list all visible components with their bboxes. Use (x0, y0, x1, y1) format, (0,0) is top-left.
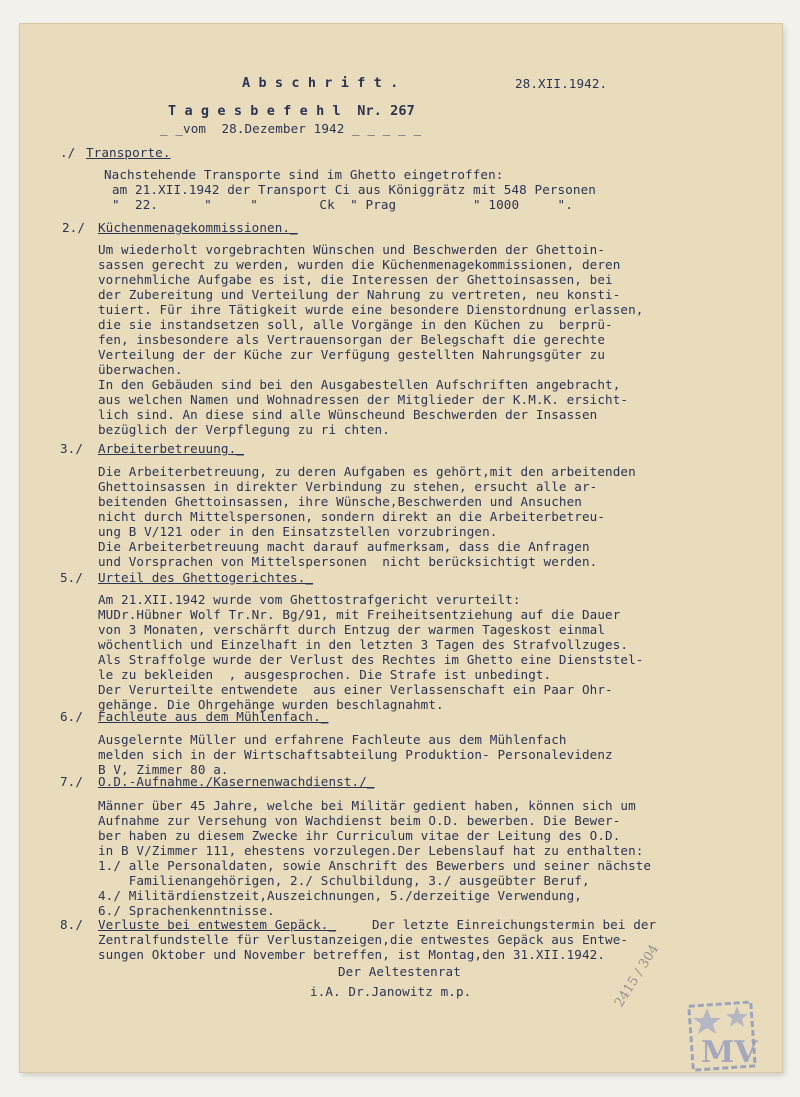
text-line: 1./ alle Personaldaten, sowie Anschrift des Bewerbers und seiner nächste (98, 858, 652, 873)
section-number: ./ (60, 145, 76, 160)
text-line: Zentralfundstelle für Verlustanzeigen,die entwestes Gepäck aus Entwe- (98, 932, 629, 947)
document-date: 28.XII.1942. (515, 76, 608, 91)
section-heading: Fachleute aus dem Mühlenfach._ (98, 709, 329, 724)
order-title: T a g e s b e f e h l Nr. 267 (168, 103, 415, 119)
text-line: tuiert. Für ihre Tätigkeit wurde eine besondere Dienstordnung erlassen, (98, 302, 644, 317)
text-line: Männer über 45 Jahre, welche bei Militär gedient haben, können sich um (98, 798, 636, 813)
section-number: 2./ (62, 220, 86, 235)
text-line: Um wiederholt vorgebrachten Wünschen und Beschwerden der Ghettoin- (98, 242, 606, 257)
text-line: nicht durch Mittelspersonen, sondern direkt an die Arbeiterbetreu- (98, 509, 606, 524)
text-line: B V, Zimmer 80 a. (98, 762, 229, 777)
text-line: Der letzte Einreichungstermin bei der (372, 917, 657, 932)
text-line: Am 21.XII.1942 wurde vom Ghettostrafgericht verurteilt: (98, 592, 521, 607)
text-line: die sie instandsetzen soll, alle Vorgänge in den Küchen zu berprü- (98, 317, 613, 332)
text-line: vornehmliche Aufgabe es ist, die Interessen der Ghettoinsassen, bei (98, 272, 613, 287)
text-line: Die Arbeiterbetreuung, zu deren Aufgaben es gehört,mit den arbeitenden (98, 464, 636, 479)
text-line: am 21.XII.1942 der Transport Ci aus Königgrätz mit 548 Personen (112, 182, 596, 197)
signature-name: i.A. Dr.Janowitz m.p. (310, 984, 472, 999)
section-number: 3./ (60, 441, 84, 456)
document-page (20, 24, 782, 1072)
text-line: beitenden Ghettoinsassen, ihre Wünsche,Beschwerden und Ansuchen (98, 494, 582, 509)
text-line: " 22. " " Ck " Prag " 1000 ". (112, 197, 573, 212)
text-line: Der Verurteilte entwendete aus einer Verlassenschaft ein Paar Ohr- (98, 682, 613, 697)
text-line: von 3 Monaten, verschärft durch Entzug der warmen Tageskost einmal (98, 622, 606, 637)
text-line: Ghettoinsassen in direkter Verbindung zu stehen, ersucht alle ar- (98, 479, 598, 494)
text-line: Als Straffolge wurde der Verlust des Rechtes im Ghetto eine Dienststel- (98, 652, 644, 667)
text-line: wöchentlich und Einzelhaft in den letzten 3 Tagen des Strafvollzuges. (98, 637, 629, 652)
text-line: 6./ Sprachenkenntnisse. (98, 903, 275, 918)
svg-text:MV: MV (701, 1035, 758, 1070)
text-line: fen, insbesondere als Vertrauensorgan der Belegschaft die gerechte (98, 332, 606, 347)
text-line: sassen gerecht zu werden, wurden die Küchenmenagekommissionen, deren (98, 257, 621, 272)
archive-stamp-icon (685, 996, 761, 1074)
section-number: 8./ (60, 917, 84, 932)
section-heading: Verluste bei entwestem Gepäck._ (98, 917, 337, 932)
text-line: Verteilung der der Küche zur Verfügung gestellten Nahrungsgüter zu (98, 347, 606, 362)
section-number: 5./ (60, 570, 84, 585)
text-line: MUDr.Hübner Wolf Tr.Nr. Bg/91, mit Freiheitsentziehung auf die Dauer (98, 607, 621, 622)
text-line: gehänge. Die Ohrgehänge wurden beschlagnahmt. (98, 697, 444, 712)
text-line: aus welchen Namen und Wohnadressen der Mitglieder der K.M.K. ersicht- (98, 392, 629, 407)
text-line: lich sind. An diese sind alle Wünscheund Beschwerden der Insassen (98, 407, 598, 422)
section-number: 7./ (60, 774, 84, 789)
text-line: Die Arbeiterbetreuung macht darauf aufmerksam, dass die Anfragen (98, 539, 590, 554)
text-line: ung B V/121 oder in den Einsatzstellen vorzubringen. (98, 524, 498, 539)
text-line: bezüglich der Verpflegung zu ri chten. (98, 422, 390, 437)
text-line: der Zubereitung und Verteilung der Nahrung zu vertreten, neu konsti- (98, 287, 621, 302)
document-title: A b s c h r i f t . (242, 75, 399, 91)
section-heading: Arbeiterbetreuung._ (98, 441, 244, 456)
text-line: 4./ Militärdienstzeit,Auszeichnungen, 5./derzeitige Verwendung, (98, 888, 582, 903)
text-line: Nachstehende Transporte sind im Ghetto eingetroffen: (104, 167, 504, 182)
text-line: in B V/Zimmer 111, ehestens vorzulegen.Der Lebenslauf hat zu enthalten: (98, 843, 644, 858)
text-line: Ausgelernte Müller und erfahrene Fachleute aus dem Mühlenfach (98, 732, 567, 747)
text-line: Familienangehörigen, 2./ Schulbildung, 3./ ausgeübter Beruf, (98, 873, 590, 888)
text-line: sungen Oktober und November betreffen, ist Montag,den 31.XII.1942. (98, 947, 606, 962)
section-heading: Urteil des Ghettogerichtes._ (98, 570, 314, 585)
pencil-note: 2415 / 304 (612, 942, 663, 1010)
text-line: und Vorsprachen von Mittelspersonen nicht berücksichtigt werden. (98, 554, 598, 569)
text-line: ber haben zu diesem Zwecke ihr Curriculum vitae der Leitung des O.D. (98, 828, 621, 843)
text-line: überwachen. (98, 362, 183, 377)
section-number: 6./ (60, 709, 84, 724)
section-heading: Transporte. (86, 145, 171, 160)
signature-org: Der Aeltestenrat (338, 964, 461, 979)
text-line: le zu bekleiden , ausgesprochen. Die Strafe ist unbedingt. (98, 667, 552, 682)
section-heading: O.D.-Aufnahme./Kasernenwachdienst./_ (98, 774, 375, 789)
text-line: melden sich in der Wirtschaftsabteilung Produktion- Personalevidenz (98, 747, 613, 762)
section-heading: Küchenmenagekommissionen._ (98, 220, 298, 235)
order-date: _ _vom 28.Dezember 1942 _ _ _ _ _ (160, 121, 422, 136)
text-line: Aufnahme zur Versehung von Wachdienst beim O.D. bewerben. Die Bewer- (98, 813, 621, 828)
text-line: In den Gebäuden sind bei den Ausgabestellen Aufschriften angebracht, (98, 377, 621, 392)
